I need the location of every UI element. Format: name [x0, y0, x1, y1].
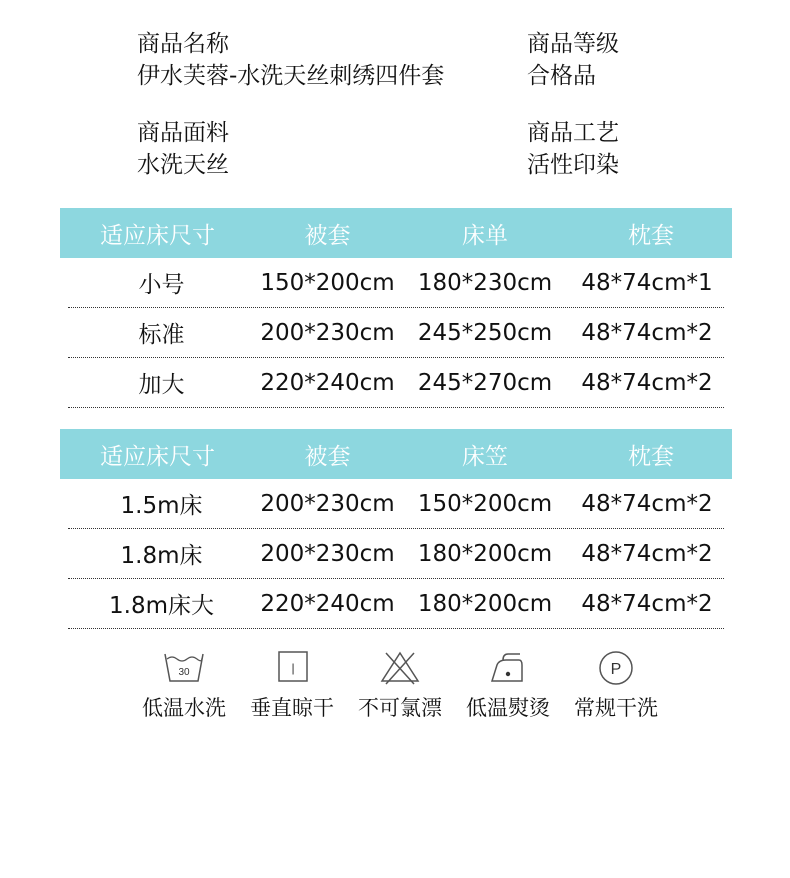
product-craft-label: 商品工艺 [527, 120, 619, 146]
care-item-iron [454, 648, 562, 722]
table-row [68, 308, 724, 358]
cell-duvet-cover: 200*230cm [260, 319, 395, 346]
low-iron-icon [486, 648, 530, 688]
cell-bed-size: 1.8m床 [120, 543, 203, 569]
cell-bed-sheet: 245*250cm [417, 319, 553, 346]
product-craft-block [527, 117, 619, 181]
table-header [60, 208, 732, 258]
cell-pillowcase: 48*74cm*2 [581, 490, 713, 517]
hang-dry-icon [270, 648, 314, 688]
size-table-fitted [60, 429, 732, 629]
table-header [60, 429, 732, 479]
product-fabric-block [137, 117, 229, 181]
care-label-dry: 垂直晾干 [250, 696, 334, 720]
no-bleach-icon [378, 648, 422, 688]
header-fitted-sheet: 床笠 [462, 443, 508, 470]
product-name-block [137, 28, 444, 92]
cell-pillowcase: 48*74cm*2 [581, 590, 713, 617]
care-label-wash: 低温水洗 [142, 696, 226, 720]
cell-bed-size: 加大 [138, 372, 185, 398]
cell-fitted-sheet: 150*200cm [417, 490, 553, 517]
table-row [68, 479, 724, 529]
header-bed-sheet: 床单 [462, 222, 508, 249]
cell-duvet-cover: 200*230cm [260, 490, 395, 517]
cell-bed-sheet: 245*270cm [417, 369, 553, 396]
care-label-bleach: 不可氯漂 [358, 696, 442, 720]
product-grade-label: 商品等级 [527, 31, 619, 57]
wash-30-icon [162, 648, 206, 688]
product-grade-block [527, 28, 619, 92]
table-row [68, 529, 724, 579]
header-duvet-cover: 被套 [304, 443, 351, 470]
cell-bed-size: 1.5m床 [120, 493, 203, 519]
cell-bed-sheet: 180*230cm [417, 269, 553, 296]
cell-pillowcase: 48*74cm*2 [581, 319, 713, 346]
cell-pillowcase: 48*74cm*1 [581, 269, 713, 296]
vertical-line-mark: | [291, 661, 295, 675]
product-craft-value: 活性印染 [527, 152, 619, 178]
product-fabric-label: 商品面料 [137, 120, 229, 146]
product-grade-value: 合格品 [527, 63, 596, 89]
cell-bed-size: 小号 [138, 272, 185, 298]
table-row [68, 258, 724, 308]
care-item-wash [130, 648, 238, 722]
size-table-sheet [60, 208, 732, 408]
dry-clean-icon [594, 648, 638, 688]
header-duvet-cover: 被套 [304, 222, 351, 249]
care-item-dryclean [562, 648, 670, 722]
cell-duvet-cover: 220*240cm [260, 590, 395, 617]
care-instructions [130, 648, 670, 722]
wash-temperature: 30 [178, 667, 190, 678]
cell-fitted-sheet: 180*200cm [417, 540, 553, 567]
cell-bed-size: 1.8m床大 [109, 593, 214, 619]
cell-bed-size: 标准 [138, 322, 185, 348]
cell-duvet-cover: 150*200cm [260, 269, 395, 296]
cell-fitted-sheet: 180*200cm [417, 590, 553, 617]
cell-duvet-cover: 220*240cm [260, 369, 395, 396]
header-bed-size: 适应床尺寸 [100, 222, 215, 249]
cell-duvet-cover: 200*230cm [260, 540, 395, 567]
table-row [68, 358, 724, 408]
dry-clean-letter: P [610, 661, 622, 678]
table-row [68, 579, 724, 629]
cell-pillowcase: 48*74cm*2 [581, 369, 713, 396]
care-item-dry [238, 648, 346, 722]
care-label-iron: 低温熨烫 [466, 696, 550, 720]
cell-pillowcase: 48*74cm*2 [581, 540, 713, 567]
header-bed-size: 适应床尺寸 [100, 443, 215, 470]
header-pillowcase: 枕套 [628, 443, 674, 470]
product-fabric-value: 水洗天丝 [137, 152, 229, 178]
product-name-value: 伊水芙蓉-水洗天丝刺绣四件套 [137, 63, 445, 89]
header-pillowcase: 枕套 [628, 222, 674, 249]
care-label-dryclean: 常规干洗 [574, 696, 658, 720]
care-item-bleach [346, 648, 454, 722]
product-name-label: 商品名称 [137, 31, 229, 57]
